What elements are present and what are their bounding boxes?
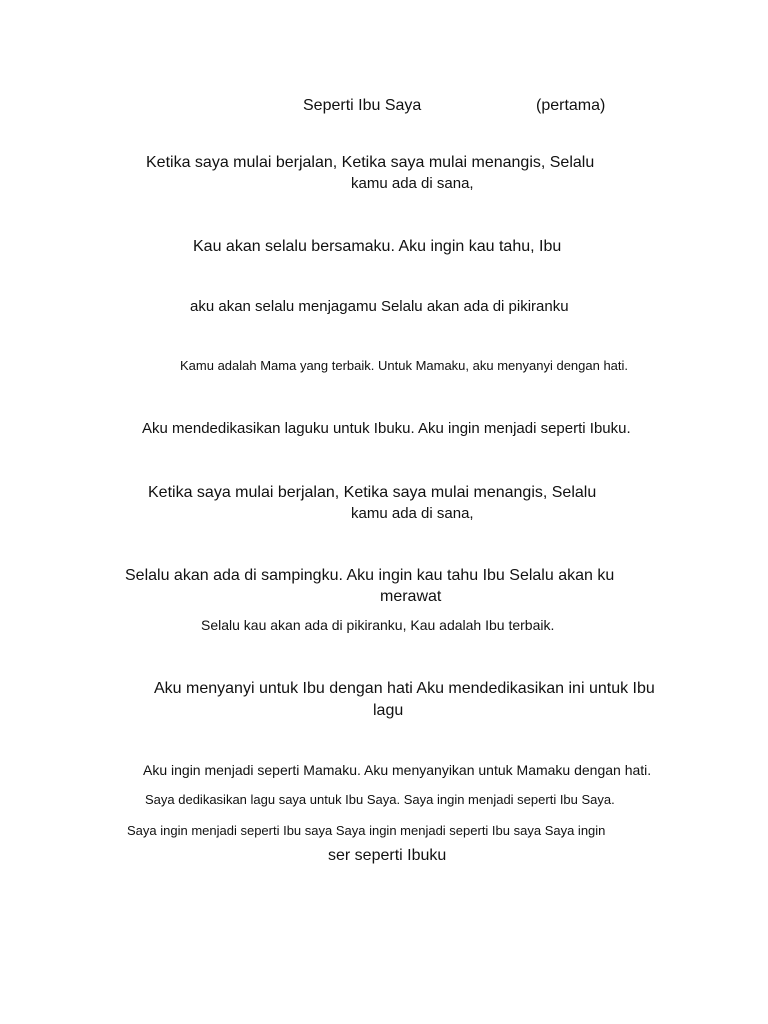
lyric-line: kamu ada di sana,	[351, 175, 474, 192]
lyric-line: merawat	[380, 588, 442, 605]
lyric-line: Selalu kau akan ada di pikiranku, Kau adalah Ibu terbaik.	[201, 617, 555, 633]
song-title-tag: (pertama)	[536, 97, 606, 114]
lyric-line: lagu	[373, 702, 404, 719]
lyric-line: Saya dedikasikan lagu saya untuk Ibu Saya. Saya ingin menjadi seperti Ibu Saya.	[145, 792, 615, 807]
lyric-line: Ketika saya mulai berjalan, Ketika saya mulai menangis, Selalu	[148, 484, 597, 501]
lyric-line: kamu ada di sana,	[351, 505, 474, 522]
lyric-line: Kau akan selalu bersamaku. Aku ingin kau tahu, Ibu	[193, 238, 562, 255]
lyric-line: Ketika saya mulai berjalan, Ketika saya mulai menangis, Selalu	[146, 154, 595, 171]
song-title: Seperti Ibu Saya	[303, 97, 422, 114]
lyric-line: Selalu akan ada di sampingku. Aku ingin kau tahu Ibu Selalu akan ku	[125, 567, 615, 584]
lyric-line: Saya ingin menjadi seperti Ibu saya Saya ingin menjadi seperti Ibu saya Saya ingin	[127, 823, 606, 838]
lyric-line: Aku ingin menjadi seperti Mamaku. Aku menyanyikan untuk Mamaku dengan hati.	[143, 762, 652, 778]
lyric-line: Aku menyanyi untuk Ibu dengan hati Aku mendedikasikan ini untuk Ibu	[154, 680, 655, 697]
lyric-line: Kamu adalah Mama yang terbaik. Untuk Mamaku, aku menyanyi dengan hati.	[180, 358, 629, 373]
lyric-line: ser seperti Ibuku	[328, 847, 447, 864]
lyric-line: Aku mendedikasikan laguku untuk Ibuku. Aku ingin menjadi seperti Ibuku.	[142, 420, 631, 437]
lyric-line: aku akan selalu menjagamu Selalu akan ada di pikiranku	[190, 298, 569, 315]
